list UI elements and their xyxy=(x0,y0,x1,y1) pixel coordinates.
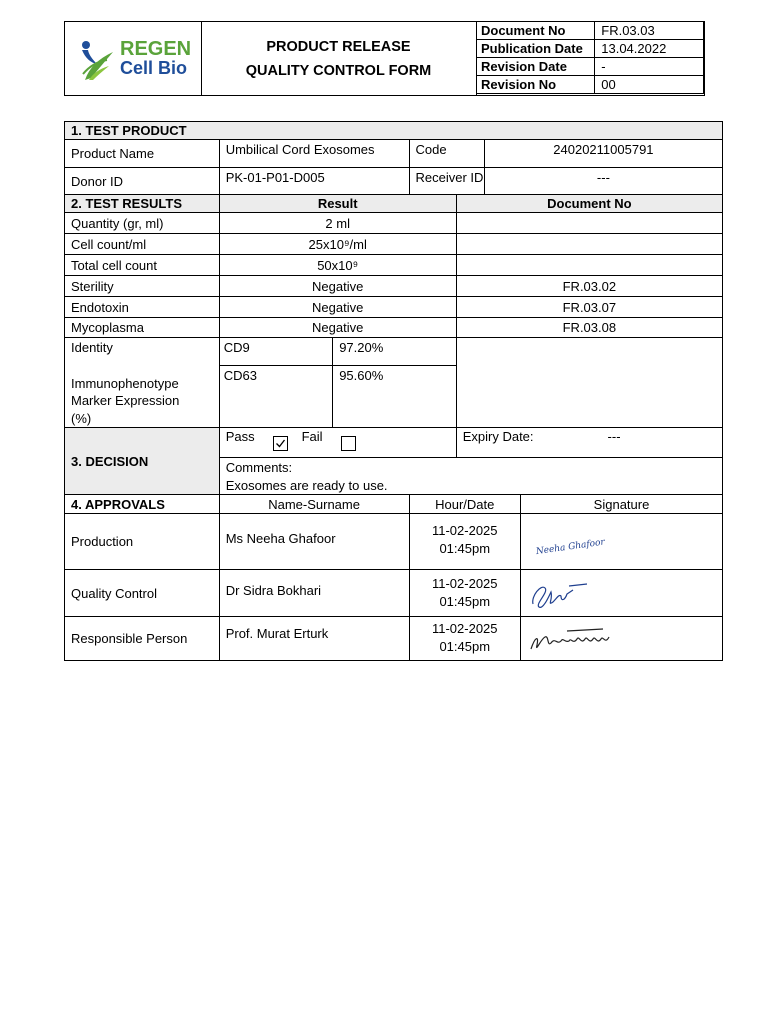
signature-quality-control xyxy=(527,574,617,612)
approval-time: 01:45pm xyxy=(439,638,491,654)
decision-row xyxy=(65,428,723,458)
test-document: FR.03.02 xyxy=(456,276,722,297)
comments-cell xyxy=(219,458,722,495)
pass-checkbox[interactable] xyxy=(273,436,288,451)
comments-text: Exosomes are ready to use. xyxy=(225,477,388,493)
qc-form-table xyxy=(64,121,723,661)
marker-name: CD9 xyxy=(219,338,333,366)
checkmark-icon xyxy=(274,437,287,450)
identity-label: Identity xyxy=(71,340,113,355)
approval-datetime xyxy=(409,570,520,617)
form-title xyxy=(201,22,477,95)
meta-row xyxy=(477,58,704,76)
test-document: FR.03.07 xyxy=(456,297,722,318)
test-result-row xyxy=(65,255,723,276)
meta-value: FR.03.03 xyxy=(595,22,704,40)
approval-date: 11-02-2025 xyxy=(431,576,498,591)
approval-row xyxy=(65,514,723,570)
approval-datetime xyxy=(409,617,520,661)
receiver-id-label: Receiver ID xyxy=(409,168,484,195)
test-result-row xyxy=(65,276,723,297)
identity-row xyxy=(65,338,723,366)
section-row xyxy=(65,122,723,140)
test-result: 25x10⁹/ml xyxy=(219,234,456,255)
signature-responsible-person xyxy=(527,623,627,655)
document-meta-table xyxy=(476,21,704,94)
regen-leaf-logo-icon xyxy=(79,40,117,82)
donor-id-value: PK-01-P01-D005 xyxy=(219,168,409,195)
section-title-decision: 3. DECISION xyxy=(65,428,220,495)
meta-row xyxy=(477,40,704,58)
code-label: Code xyxy=(409,140,484,168)
title-line-2: QUALITY CONTROL FORM xyxy=(245,62,432,79)
section-title-test-product: 1. TEST PRODUCT xyxy=(65,122,723,140)
marker-value: 97.20% xyxy=(333,338,457,366)
logo-cellbio-text: Cell Bio xyxy=(120,58,188,78)
fail-label: Fail xyxy=(301,429,323,444)
test-name: Mycoplasma xyxy=(65,318,220,338)
approval-signature-cell xyxy=(521,617,723,661)
approvals-header-row xyxy=(65,495,723,514)
test-result: 2 ml xyxy=(219,213,456,234)
pass-fail-cell xyxy=(219,428,456,458)
immunophenotype-label: Immunophenotype xyxy=(71,375,179,391)
expiry-label: Expiry Date: xyxy=(462,429,534,444)
approval-signature-cell xyxy=(521,514,723,570)
test-results-header-row xyxy=(65,195,723,213)
approval-role: Responsible Person xyxy=(65,617,220,661)
approval-date: 11-02-2025 xyxy=(431,621,498,636)
document-header xyxy=(64,21,705,96)
marker-name: CD63 xyxy=(219,366,333,428)
approval-datetime xyxy=(409,514,520,570)
hour-date-header: Hour/Date xyxy=(409,495,520,514)
comments-label: Comments: xyxy=(225,460,293,475)
test-name: Endotoxin xyxy=(65,297,220,318)
approval-role: Quality Control xyxy=(65,570,220,617)
expiry-cell xyxy=(456,428,722,458)
test-name: Cell count/ml xyxy=(65,234,220,255)
approval-row xyxy=(65,617,723,661)
test-result-row xyxy=(65,213,723,234)
meta-label: Revision Date xyxy=(477,58,595,76)
logo-cell xyxy=(65,22,202,95)
approval-signature-cell xyxy=(521,570,723,617)
meta-row xyxy=(477,22,704,40)
test-result: Negative xyxy=(219,318,456,338)
document-no-column-header: Document No xyxy=(456,195,722,213)
signature-header: Signature xyxy=(521,495,723,514)
test-result: Negative xyxy=(219,297,456,318)
test-document xyxy=(456,234,722,255)
test-name: Sterility xyxy=(65,276,220,297)
meta-row xyxy=(477,76,704,94)
receiver-id-value: --- xyxy=(484,168,722,195)
approval-name: Ms Neeha Ghafoor xyxy=(219,514,409,570)
test-name: Quantity (gr, ml) xyxy=(65,213,220,234)
test-name: Total cell count xyxy=(65,255,220,276)
result-column-header: Result xyxy=(219,195,456,213)
approval-role: Production xyxy=(65,514,220,570)
approval-time: 01:45pm xyxy=(439,540,491,556)
code-value: 24020211005791 xyxy=(484,140,722,168)
test-document: FR.03.08 xyxy=(456,318,722,338)
signature-text: Neeha Ghafoor xyxy=(535,536,606,557)
approval-row xyxy=(65,570,723,617)
test-result-row xyxy=(65,234,723,255)
donor-id-row xyxy=(65,168,723,195)
meta-label: Publication Date xyxy=(477,40,595,58)
meta-value: 13.04.2022 xyxy=(595,40,704,58)
pass-label: Pass xyxy=(225,429,255,444)
section-title-test-results: 2. TEST RESULTS xyxy=(65,195,220,213)
meta-value: - xyxy=(595,58,704,76)
product-name-row xyxy=(65,140,723,168)
meta-label: Document No xyxy=(477,22,595,40)
test-result-row xyxy=(65,318,723,338)
logo-regen-text: REGEN xyxy=(120,38,192,60)
expiry-value: --- xyxy=(607,429,621,444)
percent-unit-label: (%) xyxy=(71,410,92,426)
title-line-1: PRODUCT RELEASE xyxy=(266,38,411,55)
test-result: 50x10⁹ xyxy=(219,255,456,276)
donor-id-label: Donor ID xyxy=(65,168,220,195)
marker-value: 95.60% xyxy=(333,366,457,428)
test-result-row xyxy=(65,297,723,318)
test-result: Negative xyxy=(219,276,456,297)
product-name-label: Product Name xyxy=(65,140,220,168)
name-surname-header: Name-Surname xyxy=(219,495,409,514)
fail-checkbox[interactable] xyxy=(341,436,356,451)
identity-label-cell xyxy=(65,338,220,428)
test-document xyxy=(456,255,722,276)
meta-value: 00 xyxy=(595,76,704,94)
identity-document-cell xyxy=(456,338,722,428)
meta-label: Revision No xyxy=(477,76,595,94)
approval-date: 11-02-2025 xyxy=(431,523,498,538)
approval-name: Dr Sidra Bokhari xyxy=(219,570,409,617)
section-title-approvals: 4. APPROVALS xyxy=(65,495,220,514)
approval-name: Prof. Murat Erturk xyxy=(219,617,409,661)
approval-time: 01:45pm xyxy=(439,593,491,609)
product-name-value: Umbilical Cord Exosomes xyxy=(219,140,409,168)
marker-expression-label: Marker Expression xyxy=(71,393,180,408)
test-document xyxy=(456,213,722,234)
signature-production xyxy=(527,527,617,557)
